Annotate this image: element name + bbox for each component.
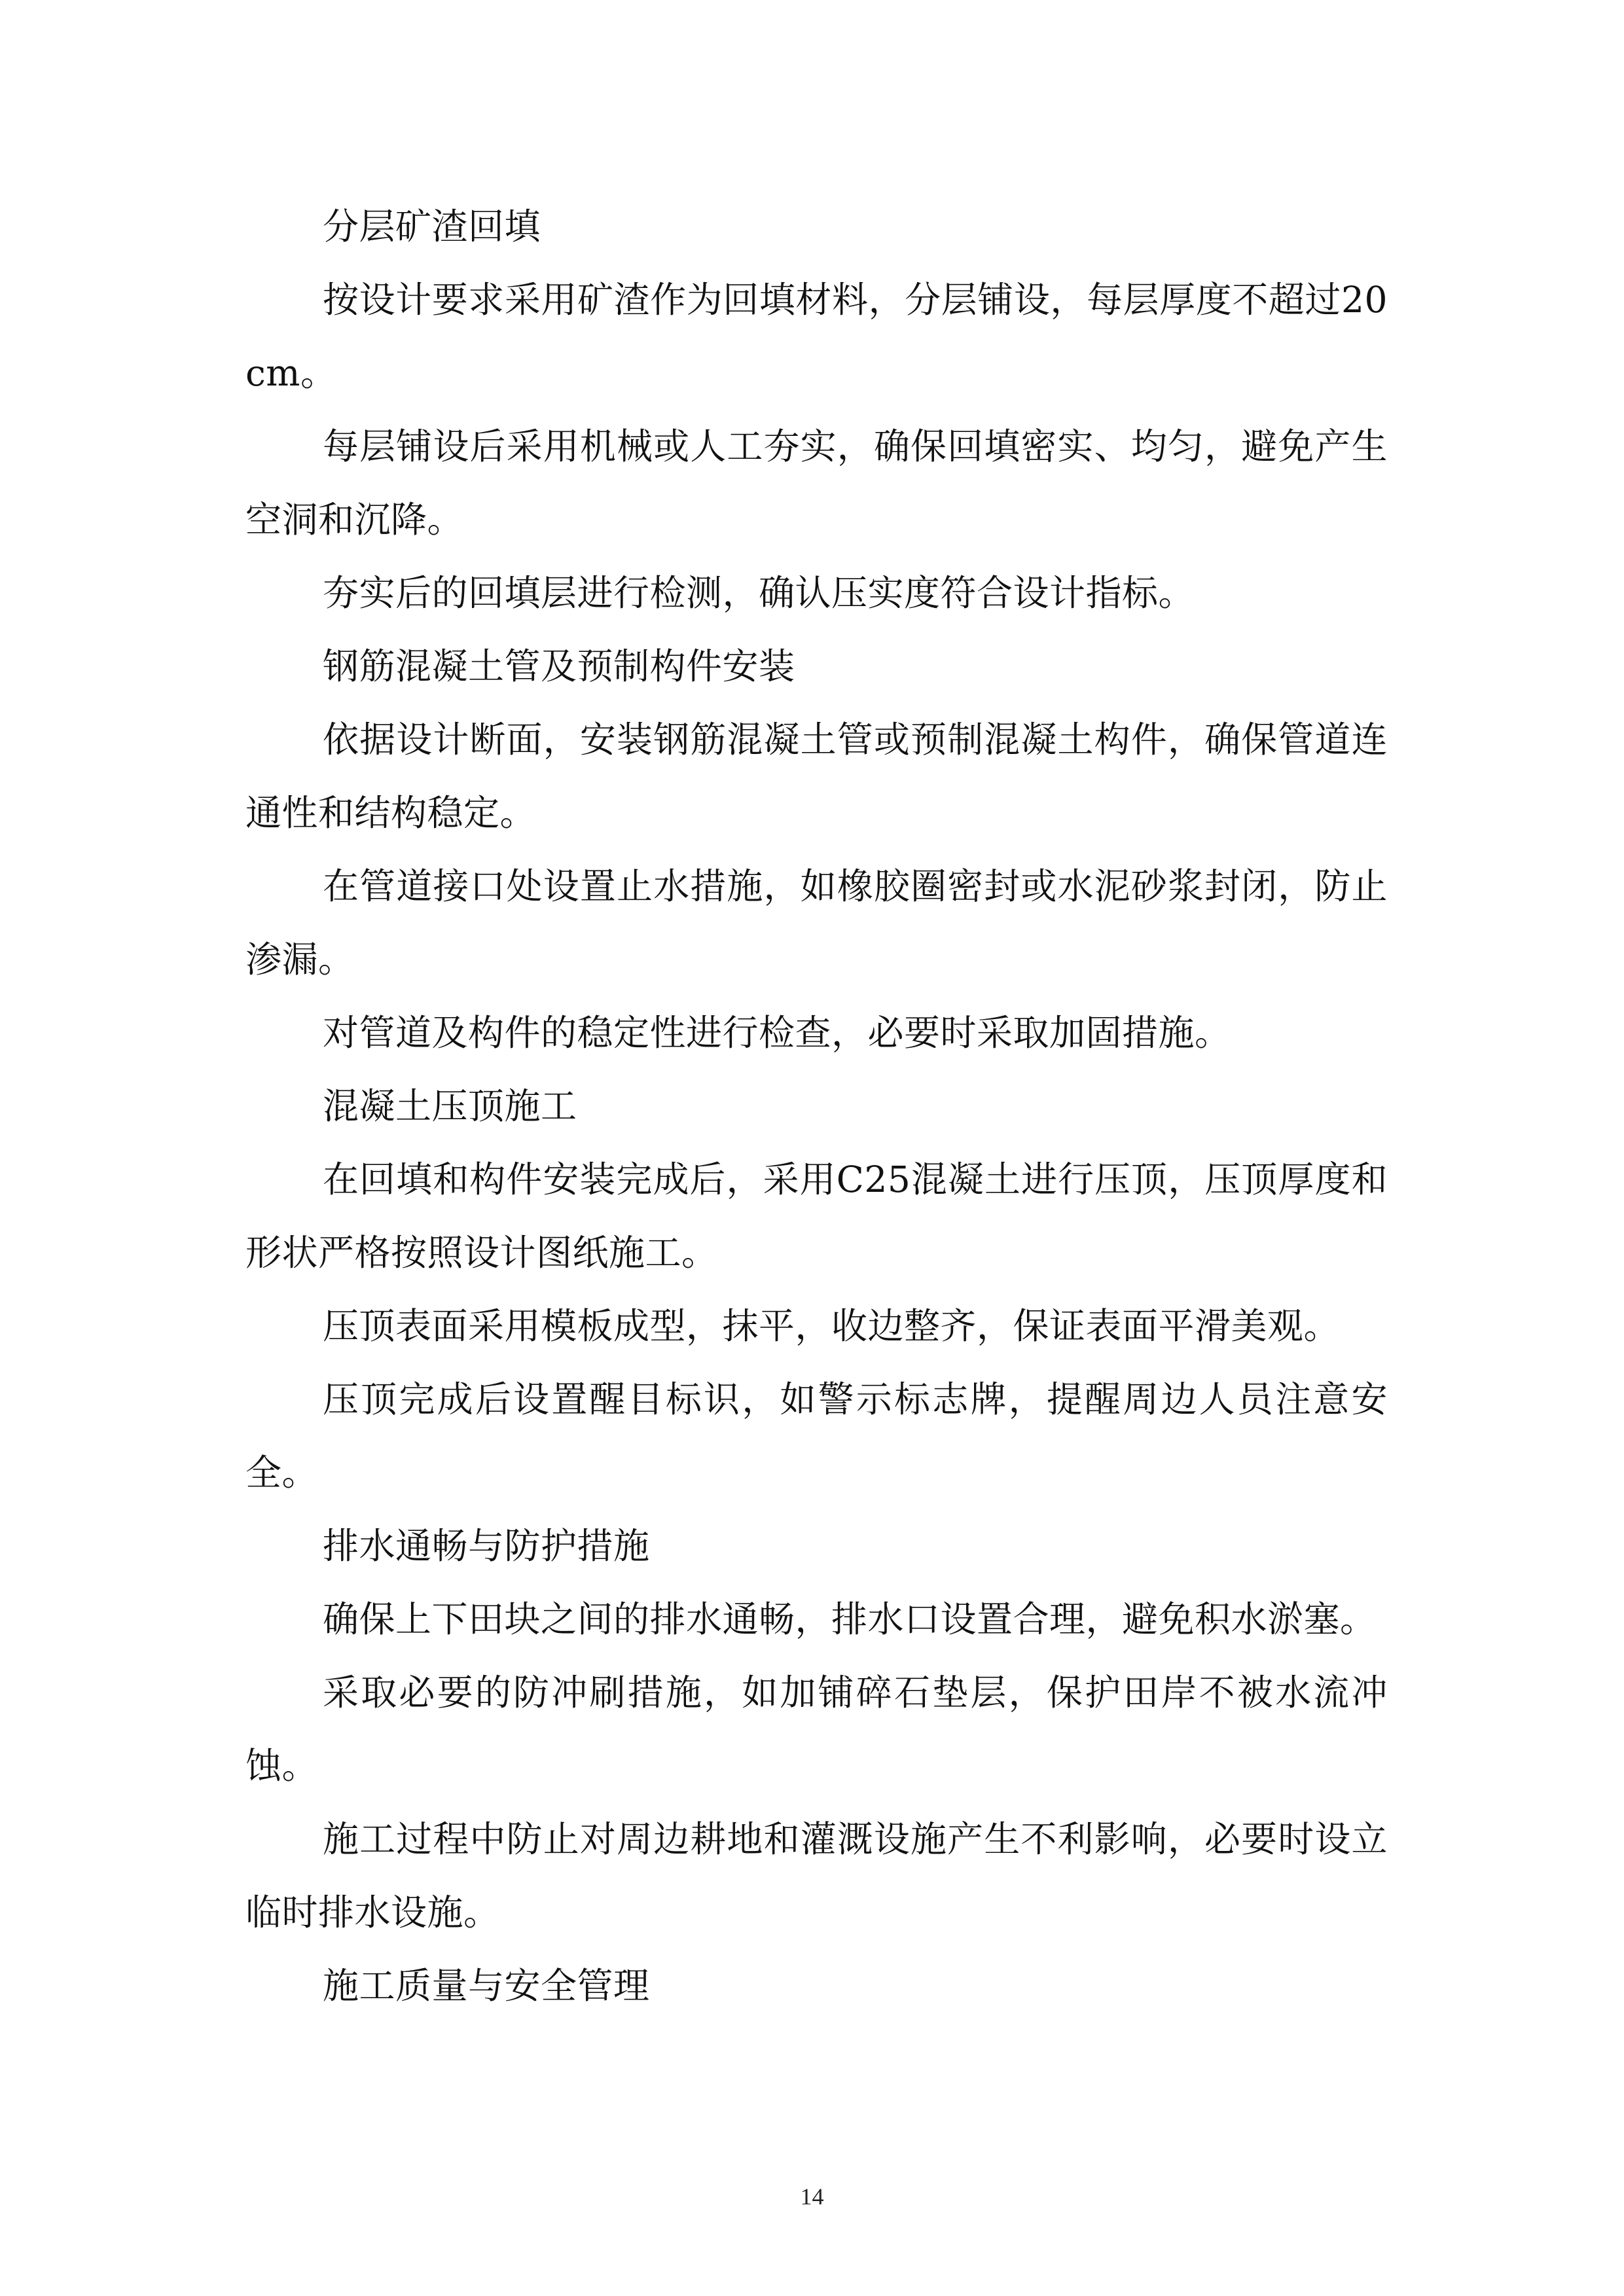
body-text <box>245 190 1388 2022</box>
paragraph: 每层铺设后采用机械或人工夯实，确保回填密实、均匀，避免产生空洞和沉降。 <box>245 425 1388 541</box>
paragraph: 在回填和构件安装完成后，采用C25混凝土进行压顶，压顶厚度和形状严格按照设计图纸施工。 <box>245 1158 1388 1274</box>
paragraph: 对管道及构件的稳定性进行检查，必要时采取加固措施。 <box>323 1012 1231 1054</box>
paragraph: 按设计要求采用矿渣作为回填材料，分层铺设，每层厚度不超过20cm。 <box>245 279 1388 394</box>
paragraph: 施工过程中防止对周边耕地和灌溉设施产生不利影响，必要时设立临时排水设施。 <box>245 1818 1388 1933</box>
section-heading-drainage-protection: 排水通畅与防护措施 <box>323 1525 650 1567</box>
paragraph: 在管道接口处设置止水措施，如橡胶圈密封或水泥砂浆封闭，防止渗漏。 <box>245 865 1388 980</box>
paragraph: 确保上下田块之间的排水通畅，排水口设置合理，避免积水淤塞。 <box>323 1598 1377 1640</box>
paragraph: 压顶完成后设置醒目标识，如警示标志牌，提醒周边人员注意安全。 <box>245 1378 1388 1494</box>
section-heading-quality-safety: 施工质量与安全管理 <box>323 1965 650 2007</box>
paragraph: 依据设计断面，安装钢筋混凝土管或预制混凝土构件，确保管道连通性和结构稳定。 <box>245 719 1388 834</box>
paragraph: 夯实后的回填层进行检测，确认压实度符合设计指标。 <box>323 572 1195 614</box>
section-heading-pipe-installation: 钢筋混凝土管及预制构件安装 <box>323 645 795 687</box>
page-number: 14 <box>800 2183 824 2210</box>
section-heading-slag-backfill: 分层矿渣回填 <box>323 206 541 247</box>
paragraph: 压顶表面采用模板成型，抹平，收边整齐，保证表面平滑美观。 <box>323 1305 1341 1347</box>
section-heading-concrete-capping: 混凝土压顶施工 <box>323 1085 577 1127</box>
paragraph: 采取必要的防冲刷措施，如加铺碎石垫层，保护田岸不被水流冲蚀。 <box>245 1672 1388 1787</box>
